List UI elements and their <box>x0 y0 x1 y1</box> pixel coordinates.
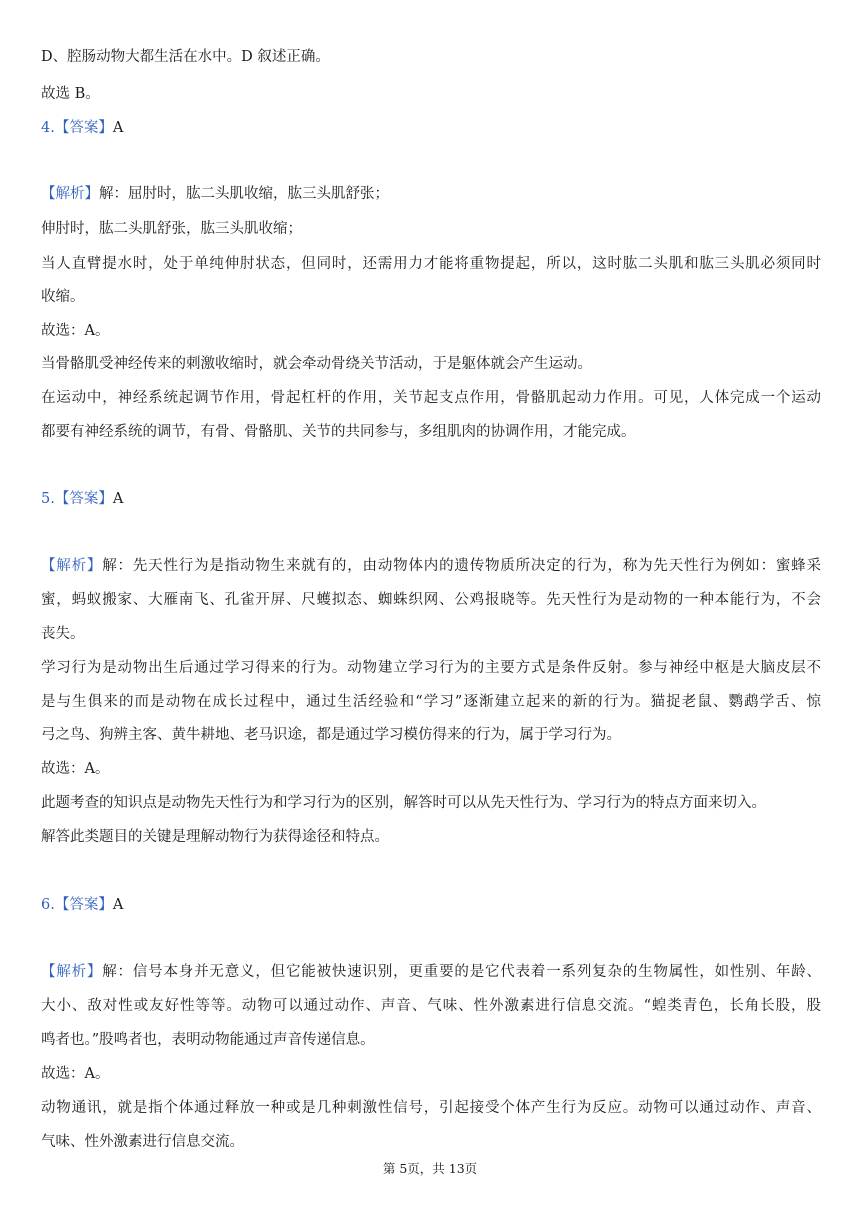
text-line: 伸肘时，肱二头肌舒张，肱三头肌收缩； <box>41 221 302 237</box>
question-number: 4. <box>41 120 55 136</box>
text-line: 都要有神经系统的调节，有骨、骨骼肌、关节的共同参与，多组肌肉的协调作用，才能完成。 <box>41 424 636 440</box>
analysis-line <box>41 556 821 576</box>
text-line: 丧失。 <box>41 626 85 642</box>
text-line: 收缩。 <box>41 289 85 305</box>
answer-heading-6 <box>41 895 821 915</box>
answer-label: 【答案】 <box>54 491 113 507</box>
analysis-text: 解：先天性行为是指动物生来就有的，由动物体内的遗传物质所决定的行为，称为先天性行为例如：蜜蜂采 <box>102 558 822 574</box>
question-number: 6. <box>41 897 55 913</box>
analysis-text: 解：屈肘时，肱二头肌收缩，肱三头肌舒张； <box>99 186 389 202</box>
answer-heading-5 <box>41 489 821 509</box>
analysis-line <box>41 962 821 982</box>
analysis-label: 【解析】 <box>41 186 99 202</box>
answer-heading-4 <box>41 118 821 138</box>
text-line: 气味、性外激素进行信息交流。 <box>41 1134 244 1150</box>
analysis-label: 【解析】 <box>41 964 103 980</box>
text-line: 故选：A。 <box>41 323 110 339</box>
answer-value: A <box>112 120 124 136</box>
text-line: 在运动中，神经系统起调节作用，骨起杠杆的作用，关节起支点作用，骨骼肌起动力作用。可见，人体完成一个运动 <box>41 390 821 406</box>
text-line: 动物通讯，就是指个体通过释放一种或是几种刺激性信号，引起接受个体产生行为反应。动物可以通过动作、声音、 <box>41 1100 821 1116</box>
text-line: 大小、敌对性或友好性等等。动物可以通过动作、声音、气味、性外激素进行信息交流。“蝗类青色，长角长股，股 <box>41 998 821 1014</box>
text-line: 故选：A。 <box>41 1066 110 1082</box>
text-line: 解答此类题目的关键是理解动物行为获得途径和特点。 <box>41 829 389 845</box>
text-line: 此题考查的知识点是动物先天性行为和学习行为的区别，解答时可以从先天性行为、学习行为的特点方面来切入。 <box>41 795 766 811</box>
analysis-text: 解：信号本身并无意义，但它能被快速识别，更重要的是它代表着一系列复杂的生物属性，如性别、年龄、 <box>102 964 822 980</box>
text-line: 是与生俱来的而是动物在成长过程中，通过生活经验和“学习”逐渐建立起来的新的行为。猫捉老鼠、鹦鹉学舌、惊 <box>41 694 821 710</box>
analysis-line <box>41 184 821 204</box>
analysis-label: 【解析】 <box>41 558 103 574</box>
page-footer: 第 5页，共 13页 <box>382 1161 478 1176</box>
text-line: 弓之鸟、狗辨主客、黄牛耕地、老马识途，都是通过学习模仿得来的行为，属于学习行为。 <box>41 727 621 743</box>
text-line: 当骨骼肌受神经传来的刺激收缩时，就会牵动骨绕关节活动，于是躯体就会产生运动。 <box>41 356 592 372</box>
answer-value: A <box>112 897 124 913</box>
text-line: 鸣者也。”股鸣者也，表明动物能通过声音传递信息。 <box>41 1032 375 1048</box>
text-line: D、腔肠动物大都生活在水中。D 叙述正确。 <box>41 49 330 65</box>
text-line: 蜜，蚂蚁搬家、大雁南飞、孔雀开屏、尺蠖拟态、蜘蛛织网、公鸡报晓等。先天性行为是动物的一种本能行为，不会 <box>41 592 821 608</box>
answer-label: 【答案】 <box>54 897 113 913</box>
text-line: 当人直臂提水时，处于单纯伸肘状态，但同时，还需用力才能将重物提起，所以，这时肱二头肌和肱三头肌必须同时 <box>41 256 821 272</box>
answer-label: 【答案】 <box>54 120 113 136</box>
text-line: 学习行为是动物出生后通过学习得来的行为。动物建立学习行为的主要方式是条件反射。参与神经中枢是大脑皮层不 <box>41 660 821 676</box>
question-number: 5. <box>41 491 55 507</box>
text-line: 故选：A。 <box>41 761 110 777</box>
answer-value: A <box>112 491 124 507</box>
text-line: 故选 B。 <box>41 86 100 102</box>
